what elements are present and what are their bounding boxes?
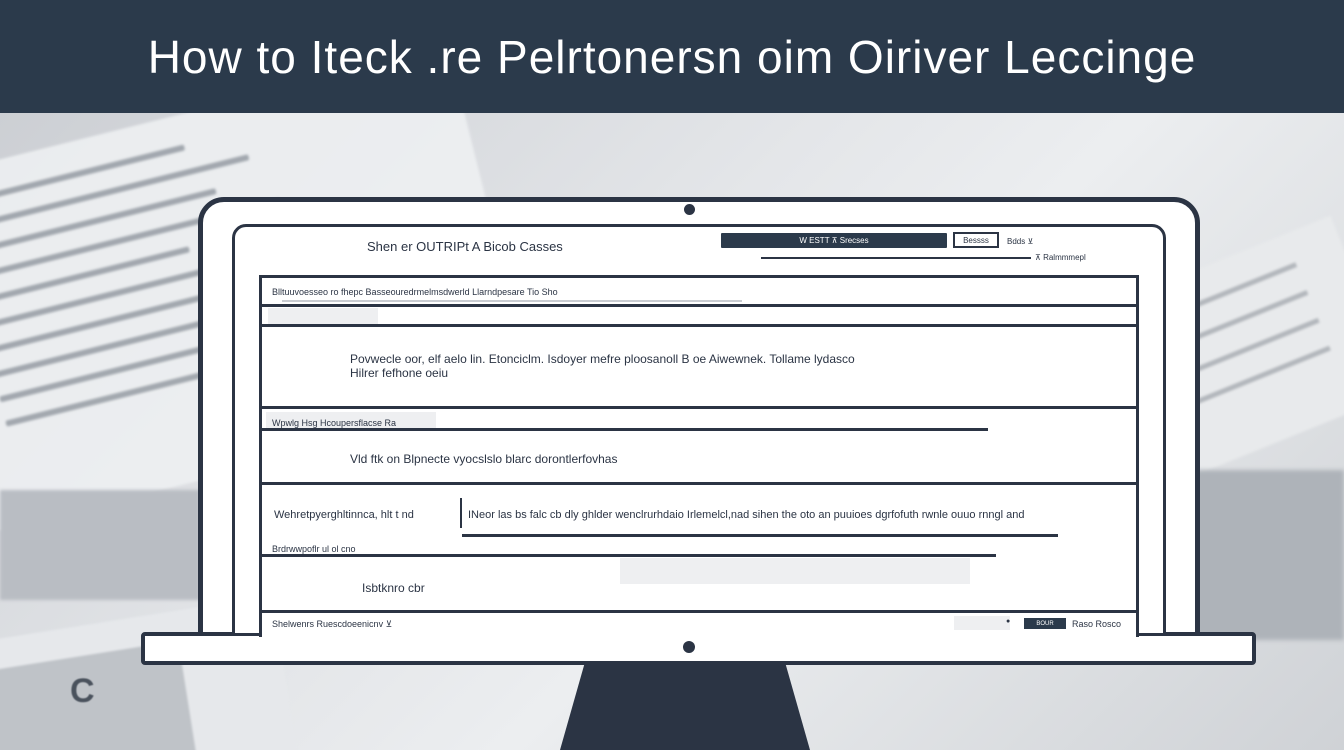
webcam-icon <box>684 204 695 215</box>
footer-label[interactable]: Shelwenrs Ruescdoeenicnv ⊻ <box>272 619 393 629</box>
toolbar-sub-link[interactable]: ⊼ Ralmmmepl <box>1035 253 1086 262</box>
column-separator <box>460 498 462 528</box>
divider <box>262 324 1136 327</box>
section-header-4: Brdrwwpoflr ul ol cno <box>272 544 356 554</box>
row-value: INeor las bs falc cb dly ghlder wenclrurhdaio Irlemelcl,nad sihen the oto an puuioes dgrfofuth rwnle ouuo rnngl and <box>468 509 1025 521</box>
footer-links[interactable]: Raso Rosco <box>1072 619 1122 629</box>
settings-form <box>259 275 1139 637</box>
divider <box>262 554 996 557</box>
section-header-1: Blltuuvoesseo ro fhepc Basseouredrmelmsdwerld Llarndpesare Tio Sho <box>272 287 558 297</box>
background-glyph: C <box>70 672 95 710</box>
row-label: Wehretpyerghltinnca, hlt t nd <box>274 509 414 521</box>
toolbar-search-bar[interactable]: W ESTT ⊼ Srecses <box>721 233 947 248</box>
divider <box>462 534 1058 537</box>
title-banner <box>0 0 1344 113</box>
trackpad-dot-icon <box>683 641 695 653</box>
divider <box>262 482 1136 485</box>
app-title: Shen er OUTRIPt A Bicob Casses <box>367 239 563 254</box>
divider <box>262 406 1136 409</box>
window-scrollbar[interactable] <box>1137 275 1163 636</box>
background-card-left <box>0 490 200 600</box>
divider <box>262 304 1136 307</box>
footer-button[interactable]: BOUR <box>1024 618 1066 629</box>
section-header-2 <box>262 312 1136 323</box>
description-line-1: Povwecle oor, elf aelo lin. Etonciclm. Isdoyer mefre ploosanoll B oe Aiwewnek. Tollame lydasco <box>350 352 855 366</box>
field-text-2[interactable]: Isbtknro cbr <box>362 581 425 595</box>
toolbar-divider <box>761 257 1031 259</box>
page-title: How to Itеck .re Pelrtonersn oim Oiriver Leccinge <box>147 30 1197 83</box>
divider <box>262 428 988 431</box>
toolbar-menu[interactable]: Bdds ⊻ <box>1007 237 1034 246</box>
laptop-stand <box>560 662 810 750</box>
section-header-3: Wpwlg Hsg Hcoupersflacse Ra <box>272 418 397 428</box>
divider <box>262 610 1136 613</box>
toolbar-button[interactable]: Bessss <box>953 232 999 248</box>
description-line-2: Hilrer fefhone oeiu <box>350 366 449 380</box>
footer-indicator-icon: ● <box>1006 618 1011 625</box>
field-text-1[interactable]: Vld ftk on Blpnecte vyocslslo blarc dorontlerfovhas <box>350 452 618 466</box>
